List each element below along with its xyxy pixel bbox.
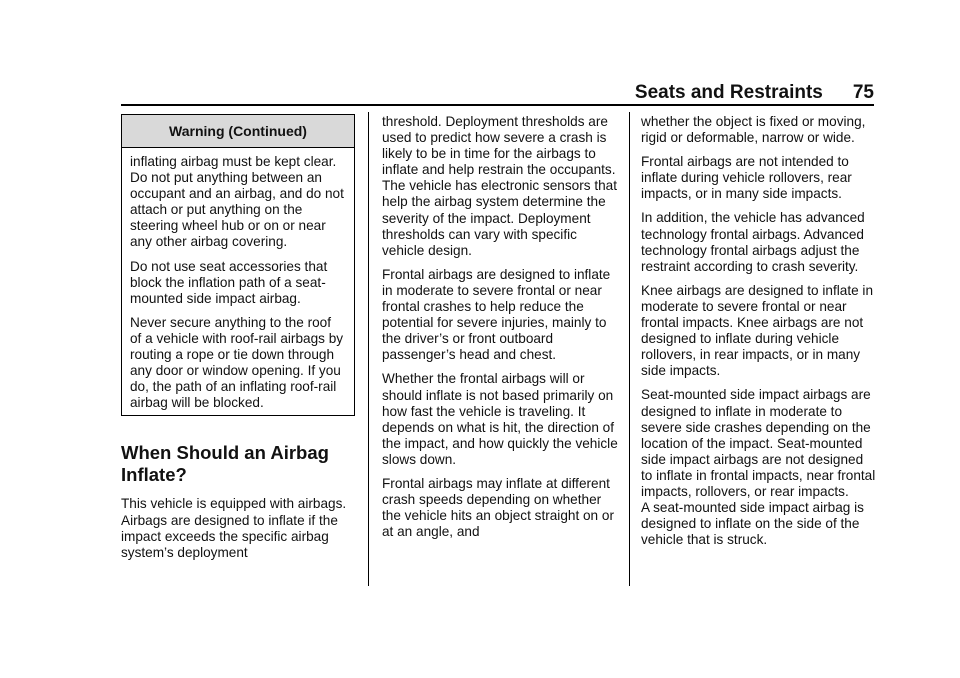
page-header (635, 82, 874, 104)
body-paragraph: In addition, the vehicle has advanced technology frontal airbags. Advanced technology frontal airbags adjust the restraint according to crash severity. (641, 210, 865, 274)
column-divider-1 (368, 112, 369, 586)
column-3 (641, 114, 877, 556)
warning-body (122, 148, 354, 415)
column-1 (121, 114, 355, 569)
section-title: Seats and Restraints (634, 82, 823, 103)
warning-box (121, 114, 355, 416)
page-number: 75 (852, 82, 874, 103)
body-paragraph: Knee airbags are designed to inflate in moderate to severe frontal or near frontal impacts. Knee airbags are not designed to inflate during vehicle rollovers, in rear impacts, or in many side impacts. (641, 282, 874, 379)
body-paragraph: Frontal airbags are designed to inflate in moderate to severe frontal or near frontal crashes to help reduce the potential for severe injuries, mainly to the driver’s or front outboard passenger’s head and chest. (382, 266, 611, 363)
body-paragraph: A seat-mounted side impact airbag is designed to inflate on the side of the vehicle that is struck. (641, 500, 864, 548)
section-heading: When Should an Airbag Inflate? (121, 442, 329, 486)
body-paragraph: Whether the frontal airbags will or should inflate is not based primarily on how fast the vehicle is traveling. It depends on what is hit, the direction of the impact, and how quickly the vehicle slows down. (382, 371, 618, 467)
warning-paragraph: Never secure anything to the roof of a vehicle with roof-rail airbags by routing a rope or tie down through any door or window opening. If you do, the path of an inflating roof-rail airbag will be blocked. (130, 314, 344, 411)
warning-paragraph: Do not use seat accessories that block the inflation path of a seat-mounted side impact airbag. (130, 258, 328, 306)
column-2 (382, 114, 618, 548)
body-paragraph: Frontal airbags may inflate at different crash speeds depending on whether the vehicle hits an object straight on or at an angle, and (382, 475, 614, 540)
body-paragraph: Frontal airbags are not intended to inflate during vehicle rollovers, rear impacts, or in many side impacts. (641, 154, 852, 202)
body-paragraph: This vehicle is equipped with airbags. Airbags are designed to inflate if the impact exceeds the specific airbag system’s deployment (121, 496, 347, 560)
header-rule (121, 104, 874, 106)
warning-paragraph: inflating airbag must be kept clear. Do not put anything between an occupant and an airbag, and do not attach or put anything on the steering wheel hub or on or near any other airbag covering. (130, 154, 344, 250)
column-divider-2 (629, 112, 630, 586)
body-paragraph: threshold. Deployment thresholds are used to predict how severe a crash is likely to be in time for the airbags to inflate and help restrain the occupants. The vehicle has electronic sensors that help the airbag system determine the severity of the impact. Deployment thresholds can vary with specific vehicle design. (382, 114, 617, 258)
warning-title: Warning (Continued) (122, 115, 354, 148)
body-paragraph: Seat-mounted side impact airbags are designed to inflate in moderate to severe side crashes depending on the location of the impact. Seat-mounted side impact airbags are not designed to inflate in frontal impacts, near frontal impacts, rollovers, or rear impacts. (641, 387, 876, 499)
body-paragraph: whether the object is fixed or moving, rigid or deformable, narrow or wide. (641, 114, 866, 146)
